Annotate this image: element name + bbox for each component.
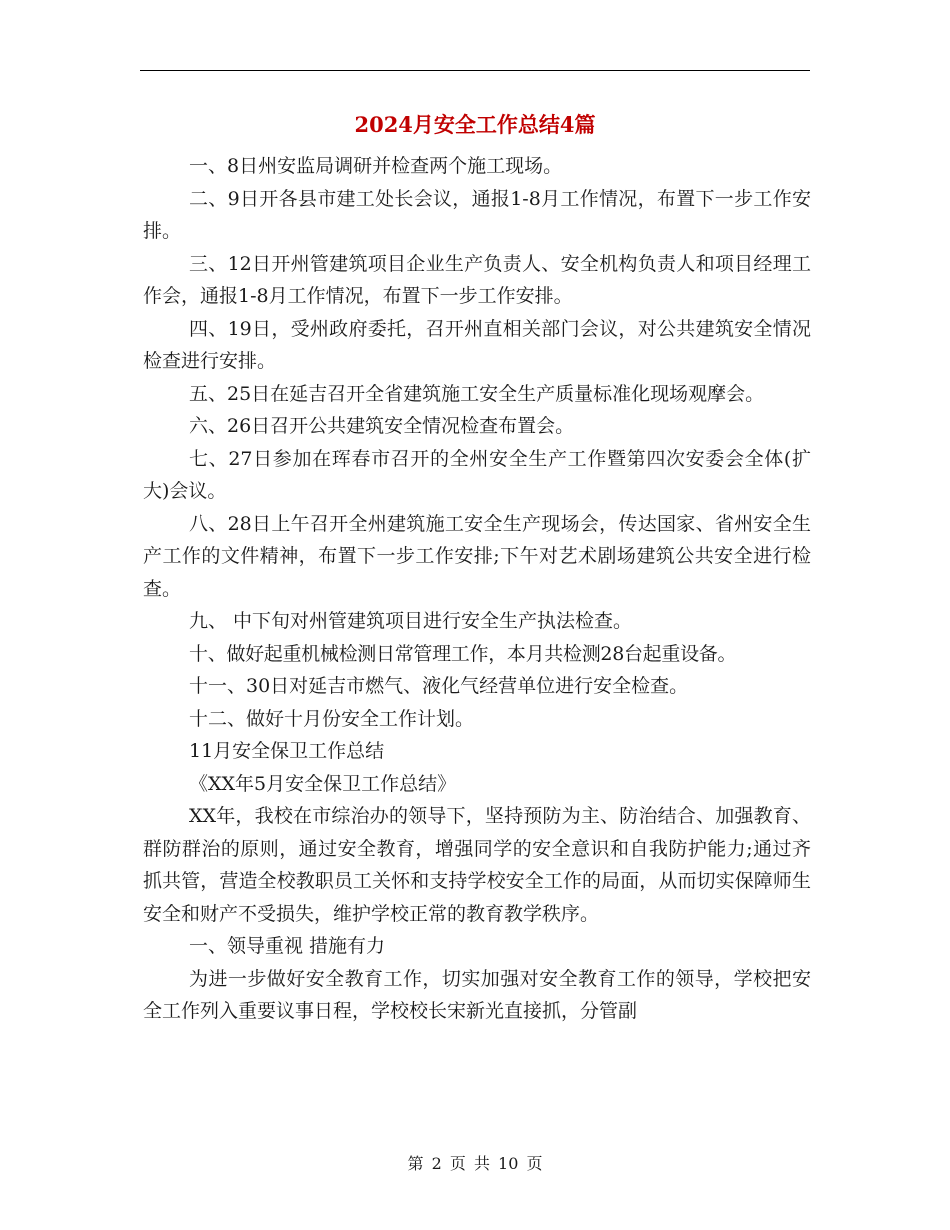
- document-body: [143, 150, 811, 1028]
- paragraph-4: 四、19日，受州政府委托，召开州直相关部门会议，对公共建筑安全情况检查进行安排。: [143, 317, 811, 372]
- paragraph-8: 八、28日上午召开全州建筑施工安全生产现场会，传达国家、省州安全生产工作的文件精神，布置下一步工作安排;下午对艺术剧场建筑公共安全进行检查。: [143, 512, 811, 600]
- paragraph-7: 七、27日参加在珲春市召开的全州安全生产工作暨第四次安委会全体(扩大)会议。: [143, 447, 811, 502]
- paragraph-2: 二、9日开各县市建工处长会议，通报1-8月工作情况，布置下一步工作安排。: [143, 187, 811, 242]
- paragraph-intro: XX年，我校在市综治办的领导下，坚持预防为主、防治结合、加强教育、群防群治的原则，通过安全教育，增强同学的安全意识和自我防护能力;通过齐抓共管，营造全校教职员工关怀和支持学校安全工作的局面，从而切实保障师生安全和财产不受损失，维护学校正常的教育教学秩序。: [143, 805, 811, 925]
- paragraph-1: 一、8日州安监局调研并检查两个施工现场。: [189, 155, 563, 177]
- section-heading-leadership: 一、领导重视 措施有力: [189, 935, 386, 957]
- document-title: 2024月安全工作总结4篇: [354, 112, 596, 137]
- paragraph-5: 五、25日在延吉召开全省建筑施工安全生产质量标准化现场观摩会。: [189, 382, 765, 405]
- paragraph-3: 三、12日开州管建筑项目企业生产负责人、安全机构负责人和项目经理工作会，通报1-8月工作情况，布置下一步工作安排。: [143, 252, 811, 307]
- section-heading-november: 11月安全保卫工作总结: [189, 740, 385, 762]
- paragraph-6: 六、26日召开公共建筑安全情况检查布置会。: [189, 415, 575, 437]
- section-heading-may: 《XX年5月安全保卫工作总结》: [189, 772, 457, 795]
- paragraph-12: 十二、做好十月份安全工作计划。: [189, 707, 475, 730]
- paragraph-10: 十、做好起重机械检测日常管理工作，本月共检测28台起重设备。: [189, 642, 737, 665]
- paragraph-11: 十一、30日对延吉市燃气、液化气经营单位进行安全检查。: [189, 675, 689, 697]
- header-rule: [140, 70, 810, 71]
- paragraph-9: 九、 中下旬对州管建筑项目进行安全生产执法检查。: [189, 610, 633, 632]
- paragraph-leadership: 为进一步做好安全教育工作，切实加强对安全教育工作的领导，学校把安全工作列入重要议事日程，学校校长宋新光直接抓，分管副: [143, 967, 811, 1022]
- page-number: 第 2 页 共 10 页: [407, 1154, 543, 1173]
